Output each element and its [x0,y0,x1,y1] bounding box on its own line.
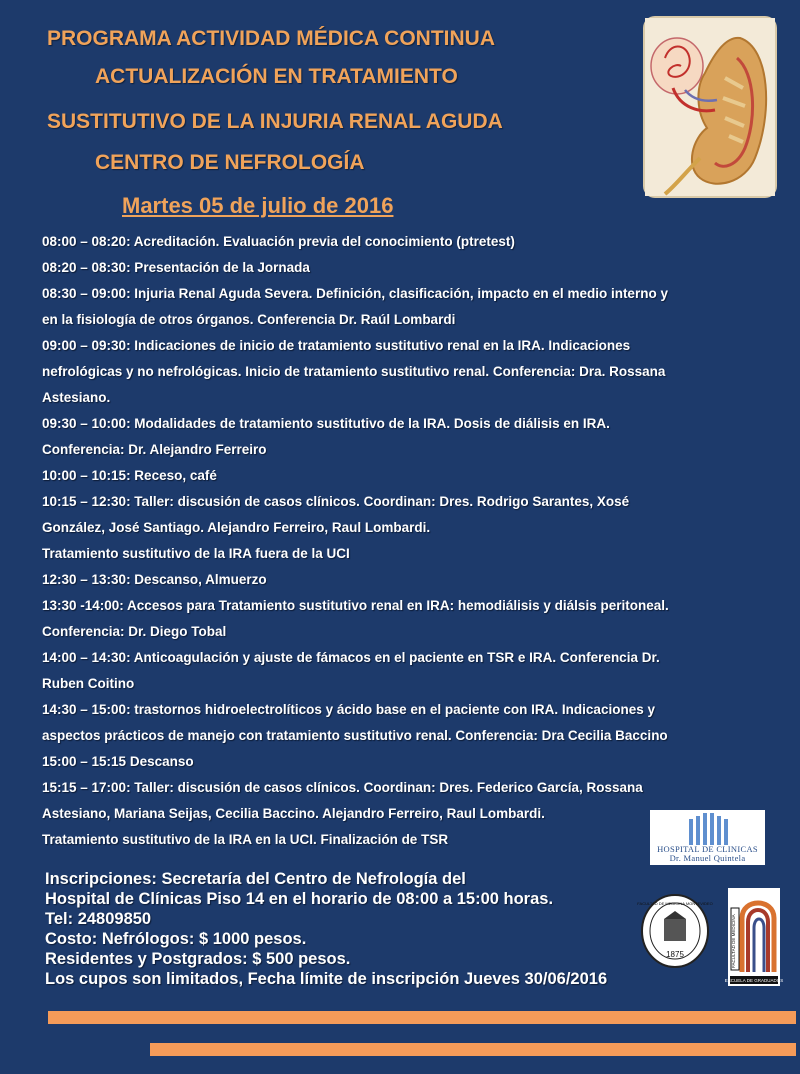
schedule-line: Conferencia: Dr. Alejandro Ferreiro [42,442,267,457]
schedule-line: nefrológicas y no nefrológicas. Inicio de tratamiento sustitutivo renal. Conferencia: Dra. Rossana [42,364,666,379]
event-date: Martes 05 de julio de 2016 [122,193,394,218]
schedule-line: 13:30 -14:00: Accesos para Tratamiento sustitutivo renal en IRA: hemodiálisis y diálsis peritoneal. [42,598,669,613]
schedule-line: Tratamiento sustitutivo de la IRA fuera de la UCI [42,546,350,561]
schedule-line: Astesiano, Mariana Seijas, Cecilia Baccino. Alejandro Ferreiro, Raul Lombardi. [42,806,545,821]
info-line: Residentes y Postgrados: $ 500 pesos. [45,950,351,968]
title-line-1: PROGRAMA ACTIVIDAD MÉDICA CONTINUA [47,27,495,50]
faculty-seal-logo [637,893,713,969]
schedule-line: Ruben Coitino [42,676,135,691]
schedule-list [42,229,760,853]
school-bottom-text: ESCUELA DE GRADUADOS [724,978,784,983]
school-vertical-text: FACULTAD DE MEDICINA [731,914,736,968]
schedule-line: en la fisiología de otros órganos. Conferencia Dr. Raúl Lombardi [42,312,456,327]
schedule-line: 08:20 – 08:30: Presentación de la Jornada [42,260,310,275]
decorative-bar-top [48,1011,796,1024]
schedule-line: 14:30 – 15:00: trastornos hidroelectrolíticos y ácido base en el paciente con IRA. Indicaciones y [42,702,655,717]
info-line: Los cupos son limitados, Fecha límite de inscripción Jueves 30/06/2016 [45,970,608,988]
schedule-line: 15:00 – 15:15 Descanso [42,754,194,769]
hospital-logo [650,810,765,865]
title-line-3: SUSTITUTIVO DE LA INJURIA RENAL AGUDA [47,110,503,133]
schedule-line: 12:30 – 13:30: Descanso, Almuerzo [42,572,267,587]
schedule-line: Tratamiento sustitutivo de la IRA en la UCI. Finalización de TSR [42,832,449,847]
schedule-line: 09:00 – 09:30: Indicaciones de inicio de tratamiento sustitutivo renal en la IRA. Indicaciones [42,338,631,353]
schedule-line: 14:00 – 14:30: Anticoagulación y ajuste de fámacos en el paciente en TSR e IRA. Conferencia Dr. [42,650,660,665]
schedule-line: Astesiano. [42,390,111,405]
schedule-line: 08:00 – 08:20: Acreditación. Evaluación previa del conocimiento (ptretest) [42,234,515,249]
schedule-line: 10:00 – 10:15: Receso, café [42,468,217,483]
schedule-line: 10:15 – 12:30: Taller: discusión de casos clínicos. Coordinan: Dres. Rodrigo Sarantes, Xosé [42,494,630,509]
info-line: Inscripciones: Secretaría del Centro de Nefrología del [45,870,466,888]
info-line: Costo: Nefrólogos: $ 1000 pesos. [45,930,307,948]
registration-info [45,869,705,989]
title-line-2: ACTUALIZACIÓN EN TRATAMIENTO [95,65,458,88]
hospital-logo-line1: HOSPITAL DE CLINICAS [657,844,758,854]
hospital-logo-line2: Dr. Manuel Quintela [669,853,746,863]
seal-year: 1875 [666,950,684,959]
seal-text: FACULTAD DE MEDICINA MONTEVIDEO [637,901,713,906]
title-line-4: CENTRO DE NEFROLOGÍA [95,151,365,174]
graduate-school-logo [724,888,784,986]
schedule-line: aspectos prácticos de manejo con tratamiento sustitutivo renal. Conferencia: Dra Cecilia Baccino [42,728,668,743]
info-line: Hospital de Clínicas Piso 14 en el horario de 08:00 a 15:00 horas. [45,890,554,908]
schedule-line: González, José Santiago. Alejandro Ferreiro, Raul Lombardi. [42,520,431,535]
schedule-line: 15:15 – 17:00: Taller: discusión de casos clínicos. Coordinan: Dres. Federico García, Rossana [42,780,643,795]
decorative-bar-bottom [150,1043,796,1056]
schedule-line: 08:30 – 09:00: Injuria Renal Aguda Severa. Definición, clasificación, impacto en el medio interno y [42,286,668,301]
kidney-illustration [645,18,775,196]
schedule-line: Conferencia: Dr. Diego Tobal [42,624,227,639]
info-line: Tel: 24809850 [45,910,152,928]
schedule-line: 09:30 – 10:00: Modalidades de tratamiento sustitutivo de la IRA. Dosis de diálisis en IRA. [42,416,610,431]
